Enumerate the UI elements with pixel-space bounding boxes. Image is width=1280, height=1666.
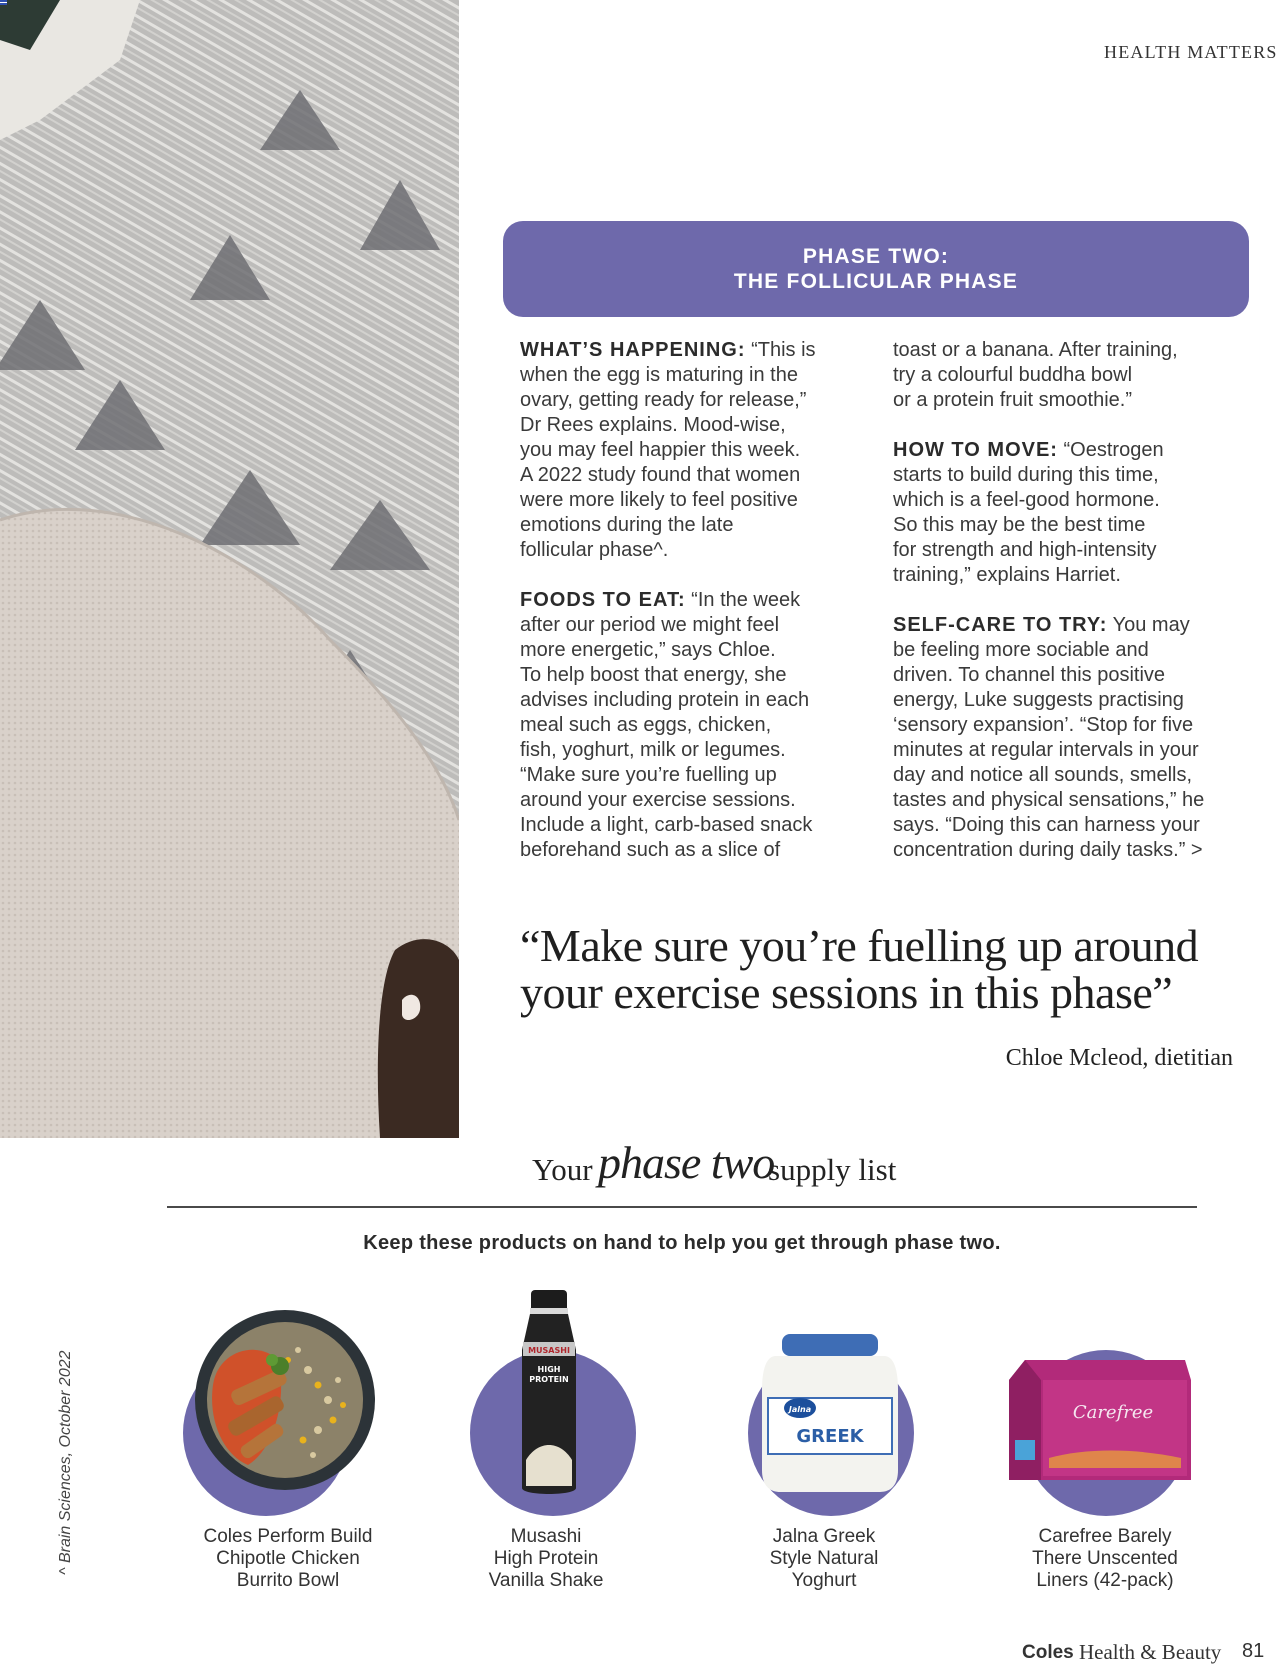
product-name: Coles Perform Build Chipotle Chicken Burrito Bowl <box>203 1526 373 1591</box>
lead-whats-happening: WHAT’S HAPPENING: <box>520 339 746 361</box>
text-continued: toast or a banana. After training, try a colourful buddha bowl or a protein fruit smoothie.” <box>893 339 1178 411</box>
product-carefree-liners[interactable] <box>985 1290 1225 1590</box>
divider <box>167 1206 1197 1208</box>
product-musashi-shake[interactable] <box>426 1290 666 1590</box>
supply-intro: Keep these products on hand to help you get through phase two. <box>363 1232 1001 1254</box>
hero-photo <box>0 0 459 1138</box>
paragraph-whats-happening <box>520 338 860 563</box>
banner-line-1: PHASE TWO: <box>802 245 950 268</box>
product-name: Musashi High Protein Vanilla Shake <box>488 1526 604 1591</box>
yoghurt-label-line-1: GREEK <box>796 1426 864 1447</box>
yoghurt-brand-label: Jalna <box>788 1405 812 1414</box>
paragraph-how-to-move <box>893 438 1243 588</box>
pull-quote: “Make sure you’re fuelling up around your exercise sessions in this phase” <box>520 920 1199 1018</box>
lead-foods-to-eat: FOODS TO EAT: <box>520 589 686 611</box>
shake-brand-label: MUSASHI <box>528 1346 570 1355</box>
product-name: Jalna Greek Style Natural Yoghurt <box>769 1526 879 1591</box>
supply-heading-script: phase two <box>598 1137 775 1188</box>
section-title: HEALTH MATTERS <box>1104 42 1278 62</box>
product-jalna-yoghurt[interactable] <box>704 1290 944 1590</box>
text-how-to-move: “Oestrogen starts to build during this time, which is a feel-good hormone. So this may be the best time for strength and high-intensity training,” explains Harriet. <box>893 439 1164 586</box>
supply-heading-pre: Your <box>532 1152 593 1187</box>
lead-how-to-move: HOW TO MOVE: <box>893 439 1058 461</box>
footer-brand: Coles <box>1022 1642 1074 1663</box>
photo-illustration <box>0 0 459 1138</box>
flag-icon <box>0 0 7 5</box>
footnote-citation: ^ Brain Sciences, October 2022 <box>57 1350 74 1575</box>
supply-heading <box>520 1138 920 1208</box>
quote-attribution: Chloe Mcleod, dietitian <box>1005 1045 1233 1071</box>
footer-section: Health & Beauty <box>1079 1640 1222 1664</box>
yoghurt-tub-image <box>704 1290 944 1520</box>
text-foods-to-eat: “In the week after our period we might feel more energetic,” says Chloe. To help boost that energy, she advises including protein in each meal such as eggs, chicken, fish, yoghurt, milk or legumes. “Make sure you’re fuelling up around your exercise sessions. Include a light, carb-based snack beforehand such as a slice of <box>520 589 813 861</box>
text-self-care: You may be feeling more sociable and driven. To channel this positive energy, Luke suggests practising ‘sensory expansion’. “Stop for five minutes at regular intervals in your day and notice all sounds, smells, tastes and physical sensations,” he says. “Doing this can harness your concentration during daily tasks.” > <box>893 614 1205 861</box>
product-name: Carefree Barely There Unscented Liners (42-pack) <box>1032 1526 1178 1591</box>
product-burrito-bowl[interactable] <box>168 1290 408 1590</box>
liners-brand-label: Carefree <box>1072 1402 1154 1423</box>
shake-label-line-1: HIGH <box>537 1365 561 1374</box>
supply-heading-post: supply list <box>768 1152 897 1187</box>
shake-bottle-image <box>426 1290 666 1520</box>
paragraph-continued <box>893 338 1243 413</box>
burrito-bowl-image <box>168 1290 408 1520</box>
paragraph-foods-to-eat <box>520 588 860 863</box>
shake-label-line-2: PROTEIN <box>529 1375 569 1384</box>
article-column-left <box>520 338 860 863</box>
phase-banner <box>503 221 1249 317</box>
lead-self-care: SELF-CARE TO TRY: <box>893 614 1108 636</box>
text-whats-happening: “This is when the egg is maturing in the ovary, getting ready for release,” Dr Rees explains. Mood-wise, you may feel happier this week. A 2022 study found that women were more likely to feel positive emotions during the late follicular phase^. <box>520 339 816 561</box>
banner-line-2: THE FOLLICULAR PHASE <box>733 270 1019 293</box>
page-number: 81 <box>1242 1640 1265 1662</box>
article-column-right <box>893 338 1243 863</box>
liners-pack-image <box>985 1290 1225 1520</box>
paragraph-self-care <box>893 613 1243 863</box>
